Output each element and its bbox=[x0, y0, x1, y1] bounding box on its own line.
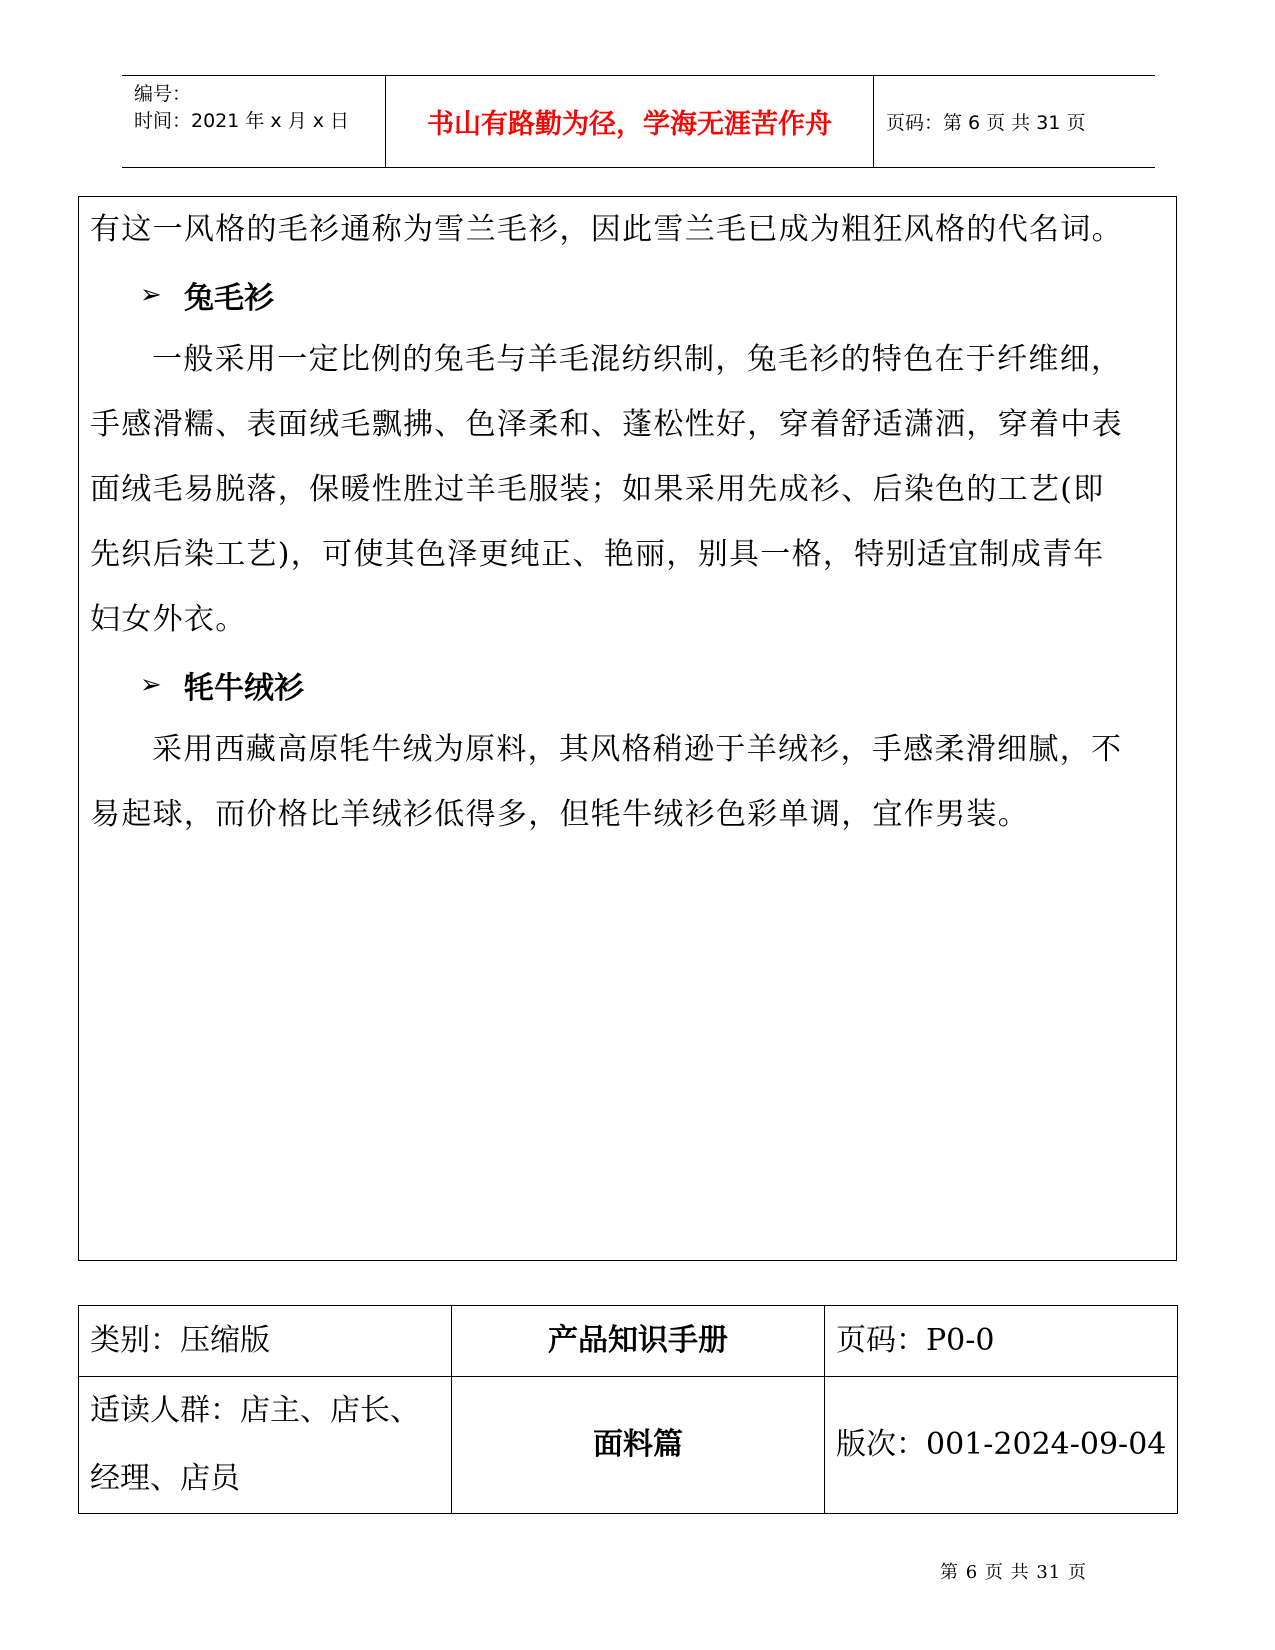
arrow-bullet-icon: ➢ bbox=[140, 279, 162, 310]
page-code-cell: 页码：P0-0 bbox=[825, 1306, 1178, 1377]
header-motto: 书山有路勤为径，学海无涯苦作舟 bbox=[385, 76, 874, 167]
section-title: 兔毛衫 bbox=[184, 280, 274, 316]
header-page-info: 页码：第 6 页 共 31 页 bbox=[886, 112, 1086, 134]
section-title-cell: 面料篇 bbox=[452, 1377, 825, 1514]
header-number-label: 编号： bbox=[134, 83, 192, 105]
intro-line: 有这一风格的毛衫通称为雪兰毛衫，因此雪兰毛已成为粗狂风格的代名词。 bbox=[90, 212, 1123, 247]
body-line: 妇女外衣。 bbox=[90, 602, 247, 637]
body-line: 先织后染工艺)，可使其色泽更纯正、艳丽，别具一格，特别适宜制成青年 bbox=[90, 537, 1105, 572]
table-row bbox=[79, 1377, 1178, 1514]
page-header bbox=[122, 75, 1155, 168]
section-heading-rabbit bbox=[90, 262, 1168, 327]
body-line: 面绒毛易脱落，保暖性胜过羊毛服装；如果采用先成衫、后染色的工艺(即 bbox=[90, 472, 1105, 507]
header-time-label: 时间：2021 年 x 月 x 日 bbox=[134, 110, 350, 132]
section-title: 牦牛绒衫 bbox=[184, 670, 304, 706]
arrow-bullet-icon: ➢ bbox=[140, 669, 162, 700]
category-cell: 类别：压缩版 bbox=[79, 1306, 452, 1377]
page-number-footer: 第 6 页 共 31 页 bbox=[940, 1562, 1087, 1583]
document-info-table bbox=[78, 1305, 1178, 1514]
table-row bbox=[79, 1306, 1178, 1377]
body-line: 一般采用一定比例的兔毛与羊毛混纺织制，兔毛衫的特色在于纤维细， bbox=[152, 342, 1123, 377]
body-line: 手感滑糯、表面绒毛飘拂、色泽柔和、蓬松性好，穿着舒适潇洒，穿着中表 bbox=[90, 407, 1123, 442]
body-line: 易起球，而价格比羊绒衫低得多，但牦牛绒衫色彩单调，宜作男装。 bbox=[90, 797, 1029, 832]
audience-line: 经理、店员 bbox=[90, 1461, 240, 1496]
body-line: 采用西藏高原牦牛绒为原料，其风格稍逊于羊绒衫，手感柔滑细腻，不 bbox=[152, 732, 1123, 767]
audience-line: 适读人群：店主、店长、 bbox=[90, 1393, 420, 1428]
header-meta bbox=[122, 76, 385, 167]
content-box bbox=[78, 196, 1177, 1261]
manual-title-cell: 产品知识手册 bbox=[452, 1306, 825, 1377]
section-heading-yak bbox=[90, 652, 1168, 717]
audience-cell bbox=[79, 1377, 452, 1514]
version-cell: 版次：001-2024-09-04 bbox=[825, 1377, 1178, 1514]
